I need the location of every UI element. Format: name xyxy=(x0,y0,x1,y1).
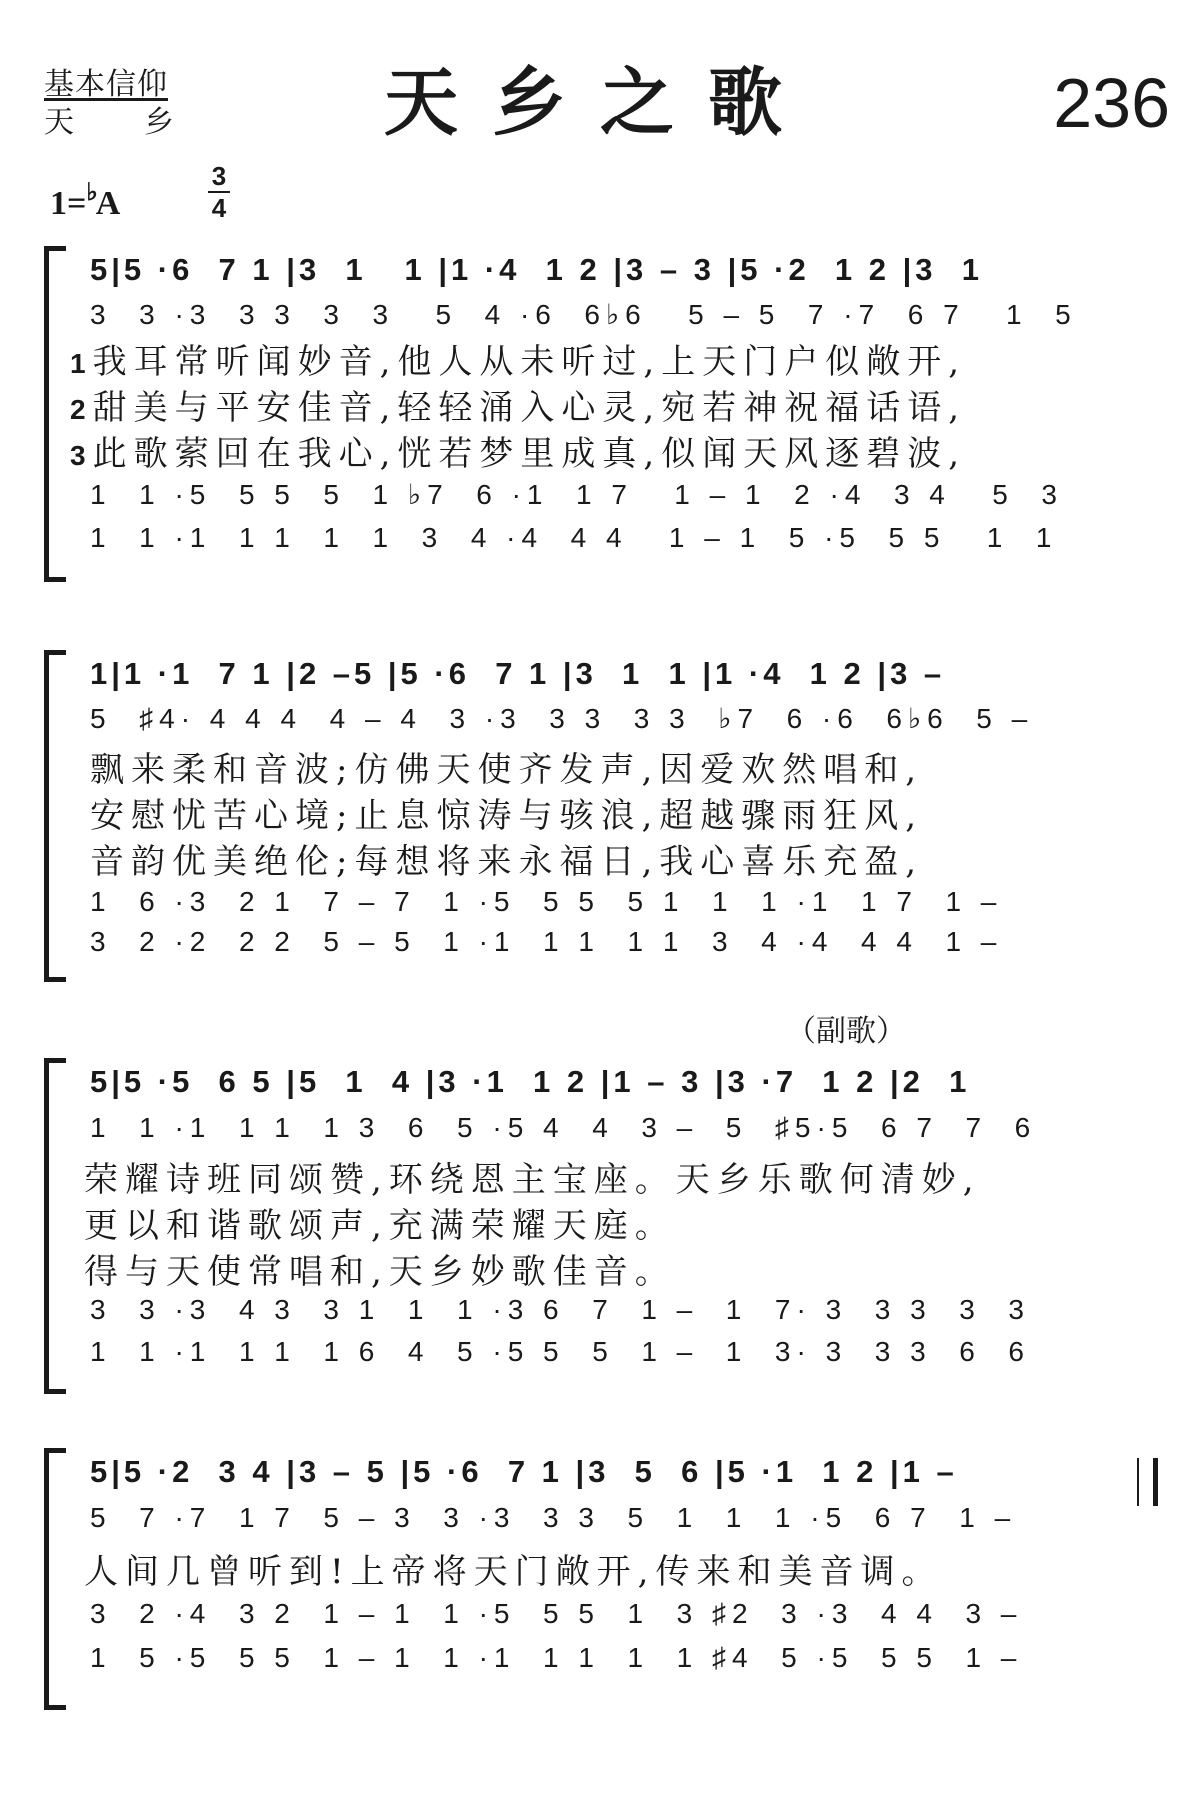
tenor-line: 1 6 ·3 2 1 7 – 7 1 ·5 5 5 5 1 1 1 ·1 1 7 1 – xyxy=(90,886,1003,917)
alto-line: 5 ♯4· 4 4 4 4 – 4 3 ·3 3 3 3 3 ♭7 6 ·6 6♭6 5 – xyxy=(90,703,1034,734)
lyric-text: 我耳常听闻妙音,他人从未听过,上天门户似敞开, xyxy=(92,342,966,382)
time-bottom: 4 xyxy=(211,193,227,223)
melody-line: 5|5 ·6 7 1 |3 1 1 |1 ·4 1 2 |3 – 3 |5 ·2 1 2 |3 1 xyxy=(90,252,983,287)
time-top: 3 xyxy=(211,161,227,191)
verse-number: 2 xyxy=(70,394,93,425)
verse-number: 3 xyxy=(70,440,93,471)
chorus-label: （副歌） xyxy=(786,1014,906,1049)
bass-line: 1 5 ·5 5 5 1 – 1 1 ·1 1 1 1 1 ♯4 5 ·5 5 5 1 – xyxy=(90,1642,1023,1673)
hymn-title: 天乡之歌 xyxy=(384,60,816,146)
key-prefix: 1= xyxy=(50,185,87,222)
lyric-line xyxy=(70,426,966,475)
verse-number: 1 xyxy=(70,348,93,379)
flat-icon: ♭ xyxy=(86,180,98,206)
tenor-line: 3 2 ·4 3 2 1 – 1 1 ·5 5 5 1 3 ♯2 3 ·3 4 4 3 – xyxy=(90,1598,1023,1629)
category-label: 基本信仰 xyxy=(44,67,168,102)
lyric-line: 更以和谐歌颂声,充满荣耀天庭。 xyxy=(84,1206,676,1246)
melody-line: 5|5 ·5 6 5 |5 1 4 |3 ·1 1 2 |1 – 3 |3 ·7 1 2 |2 1 xyxy=(90,1064,971,1099)
lyric-line: 荣耀诗班同颂赞,环绕恩主宝座。天乡乐歌何清妙, xyxy=(84,1160,981,1200)
lyric-line: 音韵优美绝伦;每想将来永福日,我心喜乐充盈, xyxy=(90,842,924,882)
system-brace xyxy=(44,1448,61,1710)
alto-line: 1 1 ·1 1 1 1 3 6 5 ·5 4 4 3 – 5 ♯5·5 6 7 7 6 xyxy=(90,1112,1037,1143)
system-4 xyxy=(40,1448,1160,1710)
system-brace xyxy=(44,246,61,582)
subcategory-label: 天乡 xyxy=(44,105,244,140)
system-2 xyxy=(40,650,1160,982)
lyric-line: 安慰忧苦心境;止息惊涛与骇浪,超越骤雨狂风, xyxy=(90,796,924,836)
alto-line: 3 3 ·3 3 3 3 3 5 4 ·6 6♭6 5 – 5 7 ·7 6 7 1 5 xyxy=(90,299,1077,330)
bass-line: 1 1 ·1 1 1 1 6 4 5 ·5 5 5 1 – 1 3· 3 3 3 6 6 xyxy=(90,1336,1030,1367)
lyric-line xyxy=(70,334,966,383)
bass-line: 1 1 ·1 1 1 1 1 3 4 ·4 4 4 1 – 1 5 ·5 5 5 1 1 xyxy=(90,522,1058,553)
bass-line: 3 2 ·2 2 2 5 – 5 1 ·1 1 1 1 1 3 4 ·4 4 4 1 – xyxy=(90,926,1003,957)
lyric-text: 甜美与平安佳音,轻轻涌入心灵,宛若神祝福话语, xyxy=(92,388,966,428)
final-barline xyxy=(1137,1458,1158,1506)
melody-line: 1|1 ·1 7 1 |2 –5 |5 ·6 7 1 |3 1 1 |1 ·4 1 2 |3 – xyxy=(90,656,946,691)
system-brace xyxy=(44,650,61,982)
tenor-line: 1 1 ·5 5 5 5 1 ♭7 6 ·1 1 7 1 – 1 2 ·4 3 4 5 3 xyxy=(90,479,1063,510)
lyric-line: 飘来柔和音波;仿佛天使齐发声,因爱欢然唱和, xyxy=(90,750,924,790)
lyric-text: 此歌萦回在我心,恍若梦里成真,似闻天风逐碧波, xyxy=(92,434,966,474)
system-1 xyxy=(40,246,1160,582)
key-note: A xyxy=(95,185,121,222)
lyric-line: 人间几曾听到!上帝将天门敞开,传来和美音调。 xyxy=(84,1552,943,1592)
melody-line: 5|5 ·2 3 4 |3 – 5 |5 ·6 7 1 |3 5 6 |5 ·1 1 2 |1 – xyxy=(90,1454,958,1489)
hymn-number: 236 xyxy=(1053,64,1170,142)
time-signature xyxy=(208,162,230,222)
system-brace xyxy=(44,1058,61,1394)
lyric-line: 得与天使常唱和,天乡妙歌佳音。 xyxy=(84,1252,676,1292)
key-signature xyxy=(50,178,120,223)
tenor-line: 3 3 ·3 4 3 3 1 1 1 ·3 6 7 1 – 1 7· 3 3 3 3 3 xyxy=(90,1294,1030,1325)
system-3 xyxy=(40,1058,1160,1394)
alto-line: 5 7 ·7 1 7 5 – 3 3 ·3 3 3 5 1 1 1 ·5 6 7 1 – xyxy=(90,1502,1017,1533)
lyric-line xyxy=(70,380,966,429)
